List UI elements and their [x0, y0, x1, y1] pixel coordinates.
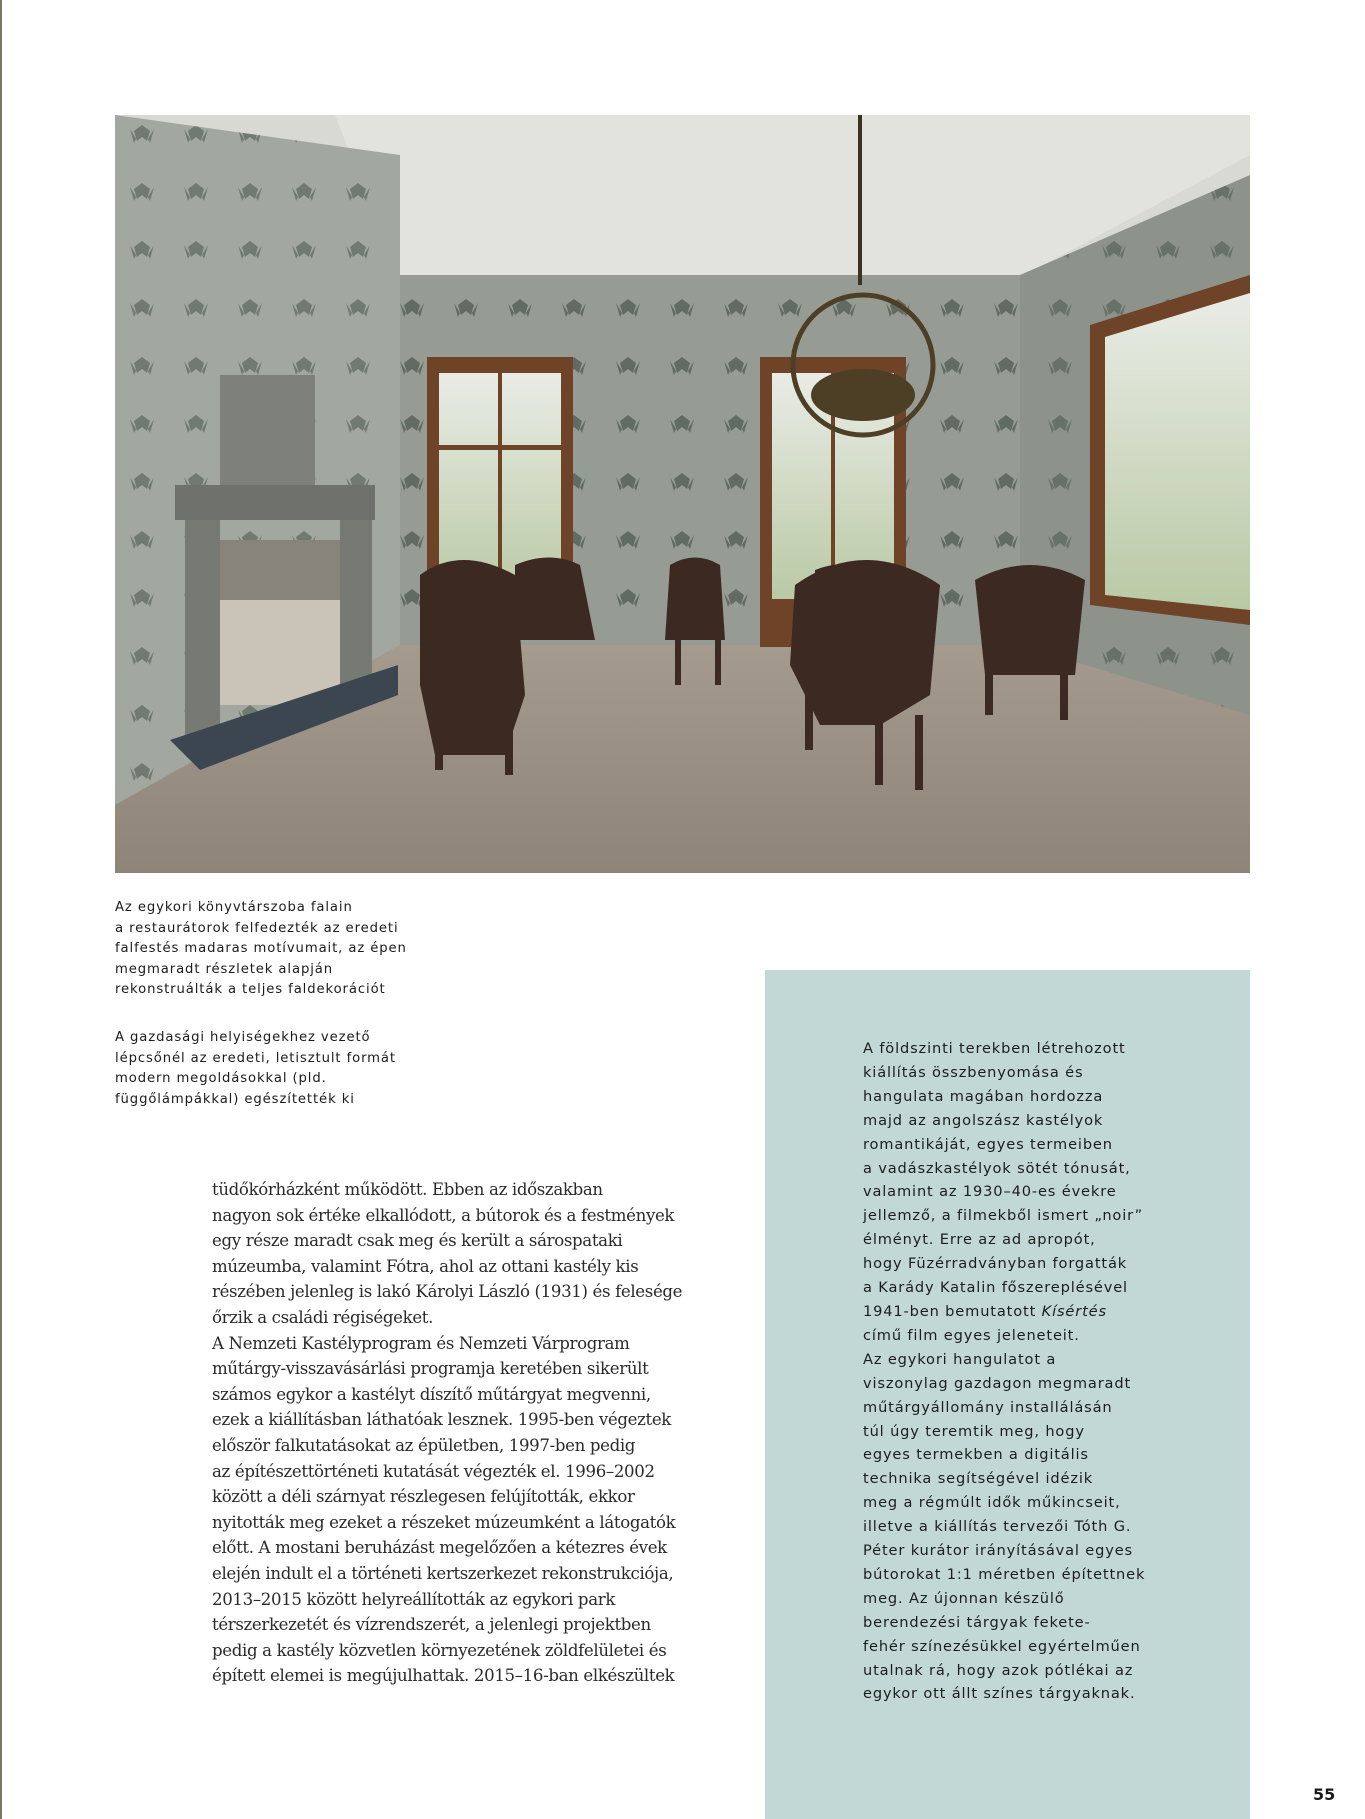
sidebar-line: valamint az 1930–40-es évekre [863, 1183, 1117, 1201]
sidebar-line: egykor ott állt színes tárgyaknak. [863, 1685, 1136, 1703]
sidebar-line: a Karády Katalin főszereplésével [863, 1279, 1128, 1297]
sidebar-line: című film egyes jeleneteit. [863, 1326, 1080, 1344]
sidebar-line: műtárgyállomány installálásán [863, 1398, 1113, 1416]
body-line: múzeumba, valamint Fótra, ahol az ottani kastély kis [212, 1256, 639, 1276]
sidebar-line: A földszinti terekben létrehozott [863, 1040, 1126, 1057]
body-line: 2013–2015 között helyreállították az egykori park [212, 1589, 616, 1609]
body-line: elején indult el a történeti kertszerkezet rekonstrukciója, [212, 1563, 674, 1583]
film-title: Kísértés [1041, 1302, 1107, 1320]
body-line: térszerkezetét és vízrendszerét, a jelenlegi projektben [212, 1615, 651, 1635]
sidebar-line: Az egykori hangulatot a [863, 1350, 1057, 1368]
body-line: ezek a kiállításban láthatóak lesznek. 1995-ben végeztek [212, 1410, 672, 1430]
sidebar-line: kiállítás összbenyomása és [863, 1063, 1084, 1081]
body-line: között a déli szárnyat részlegesen felújították, ekkor [212, 1487, 635, 1507]
sidebar-line: berendezési tárgyak fekete- [863, 1613, 1091, 1631]
body-line: számos egykor a kastélyt díszítő műtárgyat megvenni, [212, 1384, 651, 1404]
body-line: egy része maradt csak meg és került a sárospataki [212, 1231, 623, 1251]
sidebar-line: bútorokat 1:1 méretben építettnek [863, 1565, 1146, 1583]
body-line: nyitották meg ezeket a részeket múzeumként a látogatók [212, 1512, 676, 1532]
sidebar-line: a vadászkastélyok sötét tónusát, [863, 1159, 1131, 1177]
page-edge-line [0, 0, 2, 1819]
body-line: épített elemei is megújulhattak. 2015–16-ban elkészültek [212, 1666, 675, 1686]
sidebar-line: hangulata magában hordozza [863, 1087, 1104, 1105]
sidebar-line: meg. Az újonnan készülő [863, 1589, 1065, 1607]
interior-photo [115, 115, 1250, 873]
sidebar-line: túl úgy teremtik meg, hogy [863, 1422, 1085, 1440]
sidebar-line: majd az angolszász kastélyok [863, 1111, 1104, 1129]
sidebar-line: viszonylag gazdagon megmaradt [863, 1374, 1132, 1392]
sidebar-line: fehér színezésükkel egyértelműen [863, 1637, 1141, 1655]
sidebar-line-prefix: 1941-ben bemutatott [863, 1302, 1042, 1320]
sidebar-line: romantikáját, egyes termeiben [863, 1135, 1113, 1153]
sidebar-line: utalnak rá, hogy azok pótlékai az [863, 1661, 1134, 1679]
sidebar-line: jellemző, a filmekből ismert „noir” [863, 1207, 1143, 1225]
body-line: részében jelenleg is lakó Károlyi László (1931) és felesége [212, 1282, 683, 1302]
body-line: őrzik a családi régiségeket. [212, 1307, 434, 1327]
body-line: műtárgy-visszavásárlási programja keretében sikerült [212, 1359, 649, 1379]
sidebar-line: élményt. Erre az ad apropót, [863, 1231, 1096, 1249]
photo-caption-2: A gazdasági helyiségekhez vezető lépcsőnél az eredeti, letisztult formát modern megoldásokkal (pld. függőlámpákkal) egészítették ki [115, 1030, 396, 1107]
sidebar-line: Péter kurátor irányításával egyes [863, 1542, 1134, 1560]
body-line: előtt. A mostani beruházást megelőzően a kétezres évek [212, 1538, 667, 1558]
body-line: először falkutatásokat az épületben, 1997-ben pedig [212, 1435, 636, 1455]
photo-caption-1: Az egykori könyvtárszoba falain a restaurátorok felfedezték az eredeti falfestés madaras motívumait, az épen megmaradt részletek alapján rekonstruálták a teljes faldekorációt [115, 900, 407, 997]
room-illustration [115, 115, 1250, 873]
sidebar-line-with-title [863, 1300, 1193, 1324]
body-line: pedig a kastély közvetlen környezetének zöldfelületei és [212, 1640, 667, 1660]
body-line: tüdőkórházként működött. Ebben az időszakban [212, 1180, 603, 1199]
sidebar-line: hogy Füzérradványban forgatták [863, 1255, 1128, 1273]
page-number: 55 [1313, 1785, 1336, 1804]
sidebar-text [863, 1037, 1193, 1706]
body-line: az építészettörténeti kutatását végezték el. 1996–2002 [212, 1461, 655, 1481]
sidebar-line: illetve a kiállítás tervezői Tóth G. [863, 1518, 1132, 1536]
sidebar-line: meg a régmúlt idők műkincseit, [863, 1494, 1121, 1512]
body-line: nagyon sok értéke elkallódott, a bútorok és a festmények [212, 1205, 675, 1225]
sidebar-line: egyes termekben a digitális [863, 1446, 1089, 1464]
article-body [212, 1177, 682, 1689]
body-line: A Nemzeti Kastélyprogram és Nemzeti Várprogram [212, 1333, 630, 1353]
sidebar-line: technika segítségével idézik [863, 1470, 1094, 1488]
